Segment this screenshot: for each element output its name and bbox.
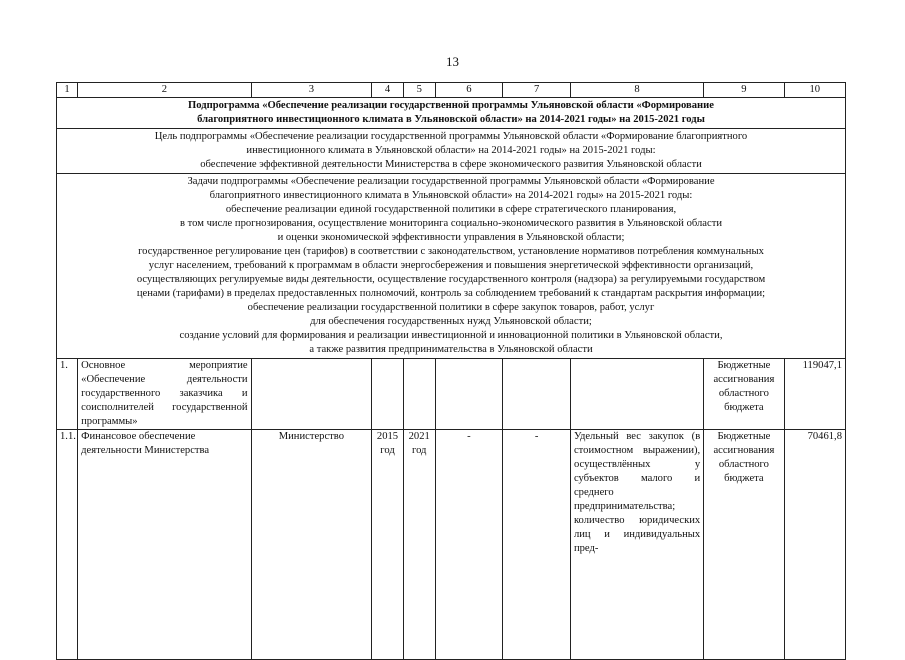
- column-number: 3: [251, 83, 372, 98]
- column-number: 8: [570, 83, 703, 98]
- column-number: 9: [704, 83, 784, 98]
- tasks-line: создание условий для формирования и реализации инвестиционной и инновационной политики в Ульяновской области,: [179, 330, 723, 341]
- column-number: 6: [435, 83, 503, 98]
- col-6-value: -: [435, 430, 503, 660]
- end-year: 2021 год: [403, 430, 435, 660]
- activity-name: Основное мероприятие «Обеспечение деятельности государственного заказчика и соисполнителей государственной программы»: [78, 359, 251, 430]
- table-row: [57, 359, 846, 430]
- goal-line: обеспечение эффективной деятельности Министерства в сфере экономического развития Ульяновской области: [200, 159, 702, 170]
- row-number: 1.: [57, 359, 78, 430]
- start-year: [372, 359, 404, 430]
- tasks-line: обеспечение реализации единой государственной политики в сфере стратегического планирования,: [225, 204, 677, 215]
- subprogram-goal: [57, 129, 846, 174]
- funding-amount: 70461,8: [784, 430, 845, 660]
- tasks-line: осуществляющих регулируемые виды деятельности, осуществление государственного контроля (надзора) за регулируемыми государством: [136, 274, 766, 285]
- subprogram-title-line: благоприятного инвестиционного климата в Ульяновской области» на 2014-2021 годы» на 2015-2021 годы: [197, 114, 705, 125]
- subprogram-title: [57, 98, 846, 129]
- subprogram-title-line: Подпрограмма «Обеспечение реализации государственной программы Ульяновской области «Формирование: [188, 100, 714, 111]
- funding-source: Бюджетные ассигнования областного бюджета: [704, 430, 784, 660]
- col-7-value: -: [503, 430, 571, 660]
- indicator: [570, 359, 703, 430]
- column-number-row: [57, 83, 846, 98]
- funding-source: Бюджетные ассигнования областного бюджета: [704, 359, 784, 430]
- tasks-line: в том числе прогнозирования, осуществление мониторинга социально-экономического развития в Ульяновской области: [179, 218, 723, 229]
- end-year: [403, 359, 435, 430]
- subprogram-title-row: [57, 98, 846, 129]
- col-6-value: [435, 359, 503, 430]
- activity-name: Финансовое обеспечение деятельности Министерства: [78, 430, 251, 660]
- indicator: Удельный вес закупок (в стоимостном выражении), осуществлённых у субъектов малого и среднего предпринимательства; количество юридических лиц и индивидуальных пред-: [570, 430, 703, 660]
- column-number: 1: [57, 83, 78, 98]
- goal-line: инвестиционного климата в Ульяновской области» на 2014-2021 годы» на 2015-2021 годы:: [246, 145, 656, 156]
- funding-amount: 119047,1: [784, 359, 845, 430]
- page-number: 13: [446, 54, 459, 69]
- column-number: 4: [372, 83, 404, 98]
- column-number: 10: [784, 83, 845, 98]
- column-number: 7: [503, 83, 571, 98]
- executor: [251, 359, 372, 430]
- col-7-value: [503, 359, 571, 430]
- tasks-line: благоприятного инвестиционного климата в Ульяновской области» на 2014-2021 годы» на 2015-2021 годы:: [209, 190, 693, 201]
- table-row: [57, 430, 846, 660]
- tasks-line: обеспечение реализации государственной политики в сфере закупок товаров, работ, услуг: [247, 302, 655, 313]
- goal-row: [57, 129, 846, 174]
- goal-line: Цель подпрограммы «Обеспечение реализации государственной программы Ульяновской области «Формирование благоприятного: [154, 131, 748, 142]
- tasks-row: [57, 174, 846, 359]
- tasks-line: Задачи подпрограммы «Обеспечение реализации государственной программы Ульяновской области «Формирование: [187, 176, 715, 187]
- tasks-line: и оценки экономической эффективности управления в Ульяновской области;: [277, 232, 625, 243]
- tasks-line: услуг населением, требований к программам в области энергосбережения и повышения энергетической эффективности организаций,: [148, 260, 754, 271]
- row-number: 1.1.: [57, 430, 78, 660]
- tasks-line: государственное регулирование цен (тарифов) в соответствии с законодательством, установление нормативов потребления коммунальных: [138, 246, 764, 257]
- tasks-line: ценами (тарифами) в пределах предоставленных полномочий, контроль за соблюдением требований к стандартам раскрытия информации;: [136, 288, 766, 299]
- tasks-line: для обеспечения государственных нужд Ульяновской области;: [310, 316, 592, 327]
- start-year: 2015 год: [372, 430, 404, 660]
- subprogram-tasks: [57, 174, 846, 359]
- column-number: 5: [403, 83, 435, 98]
- program-table: [56, 82, 846, 660]
- column-number: 2: [78, 83, 251, 98]
- tasks-line: а также развития предпринимательства в Ульяновской области: [309, 344, 593, 355]
- executor: Министерство: [251, 430, 372, 660]
